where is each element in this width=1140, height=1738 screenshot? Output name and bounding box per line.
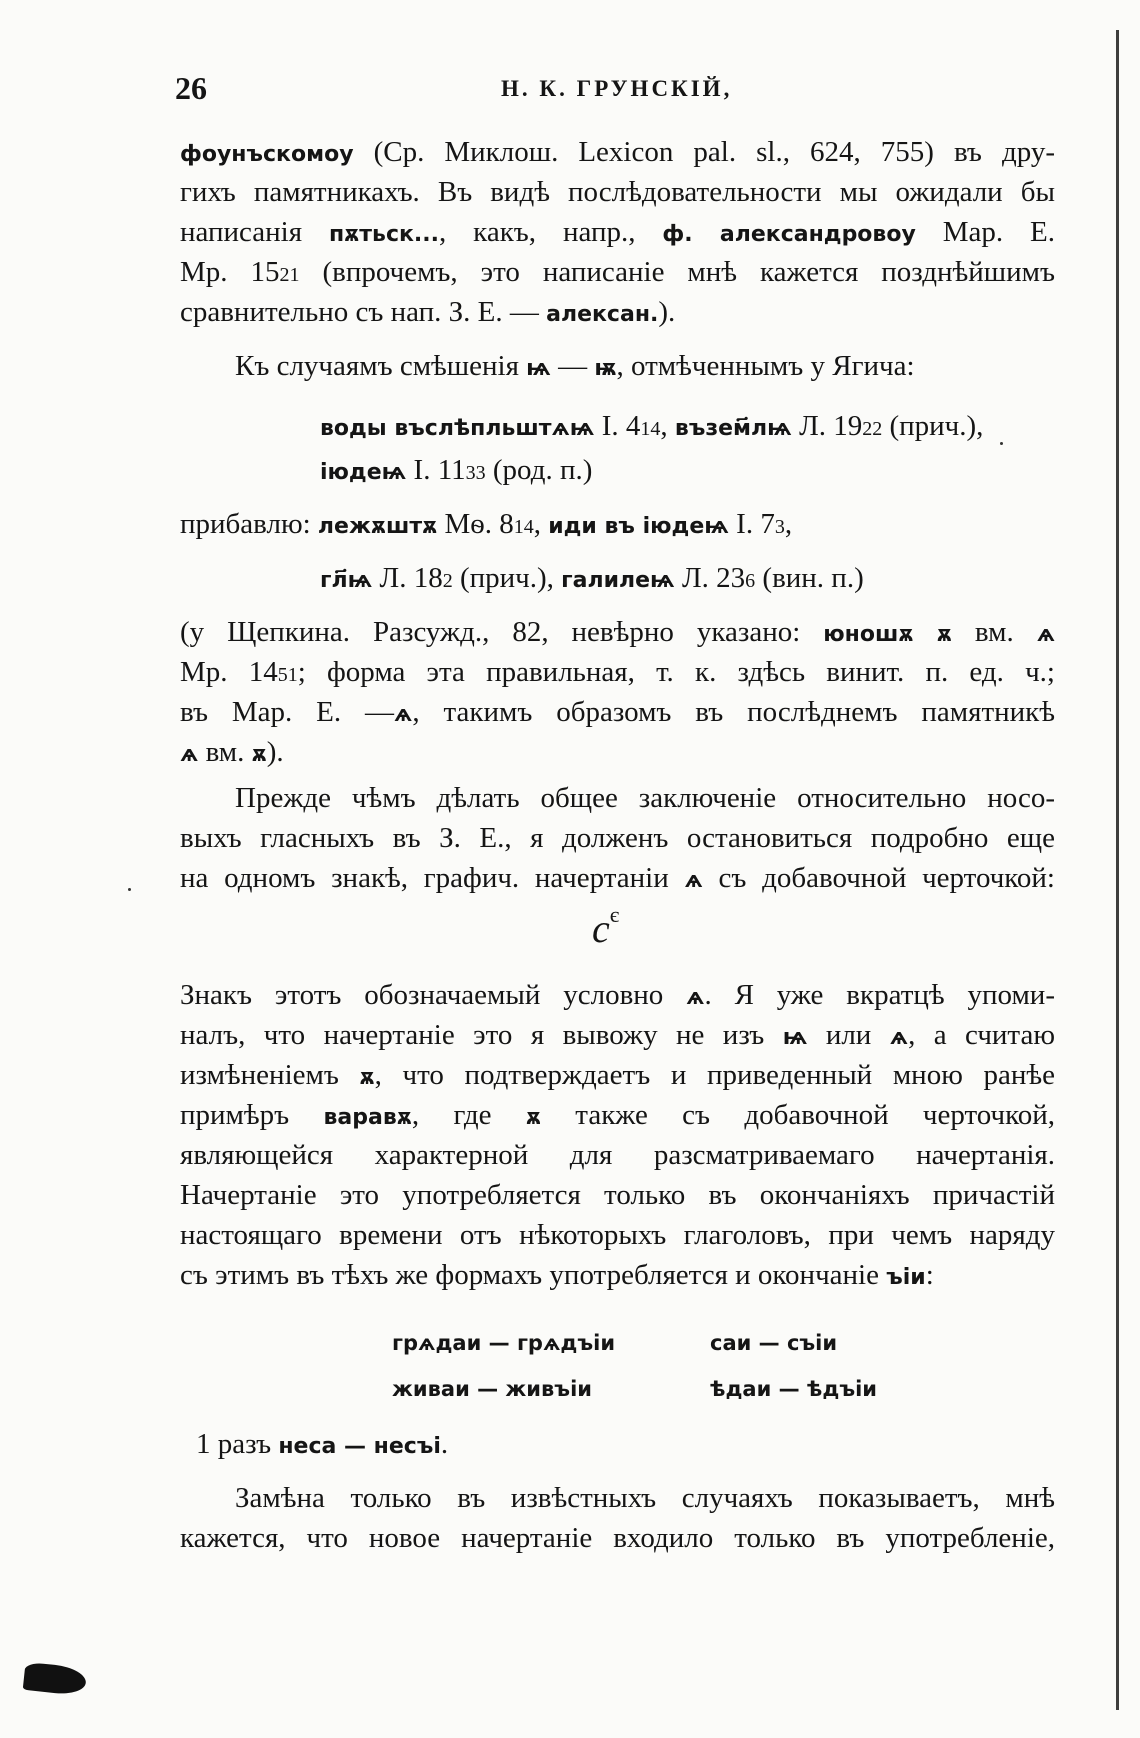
page-edge-line [1116, 30, 1119, 1710]
paragraph-7 [180, 1478, 1055, 1558]
paragraph-3 [180, 612, 1055, 772]
speck [128, 888, 131, 891]
ink-blot [23, 1662, 88, 1696]
citation-line: воды въслѣпльштѧѩ I. 414, възем҃лѩ Л. 1922 (прич.), [320, 410, 984, 442]
text-line: Замѣна только въ извѣстныхъ случаяхъ показываетъ, мнѣ [235, 1482, 1055, 1514]
page-number: 26 [175, 70, 207, 106]
paragraph-4 [180, 778, 1055, 898]
citation-line: гл҃ѩ Л. 182 (прич.), галилеѩ Л. 236 (вин. п.) [320, 562, 864, 594]
special-letter-glyph: $c^є$ [592, 901, 620, 951]
text-line: налъ, что начертаніе это я вывожу не изъ ѩ или ѧ, а считаю [180, 1019, 1055, 1051]
text-line: Начертаніе это употребляется только въ окончаніяхъ причастій [180, 1179, 1055, 1211]
running-title: Н. К. ГРУНСКІЙ, [501, 76, 733, 101]
text-line: измѣненіемъ ѫ, что подтверждаетъ и приведенный мною ранѣе [180, 1059, 1055, 1091]
paragraph-1 [180, 132, 1055, 332]
paragraph-5 [180, 975, 1055, 1295]
example-form: саи — съіи [710, 1331, 838, 1355]
text-line: сравнительно съ нап. З. Е. — алексан.). [180, 296, 676, 328]
paragraph-2-intro: Къ случаямъ смѣшенія ѩ — ѭ, отмѣченнымъ у Ягича: [235, 350, 915, 382]
page-header [175, 70, 1035, 110]
speck [1000, 442, 1003, 445]
text-line: Знакъ этотъ обозначаемый условно ѧ. Я уже вкратцѣ упоми- [180, 979, 1055, 1011]
citation-line: прибавлю: лежѫштѫ Мѳ. 814, иди въ іюдеѩ I. 73, [180, 508, 793, 540]
text-line: написанія пѫтьск..., какъ, напр., ф. александровоу Мар. Е. [180, 216, 1056, 248]
text-line: (у Щепкина. Разсужд., 82, невѣрно указано: юношѫ ѫ вм. ѧ [180, 616, 1055, 648]
text-line: фоунъскомоу (Ср. Миклош. Lexicon pal. sl., 624, 755) въ дру- [180, 136, 1055, 168]
text-line: являющейся характерной для разсматриваемаго начертанія. [180, 1139, 1055, 1171]
count-note: 1 разъ неса — несъі. [196, 1428, 449, 1460]
example-form: ѣдаи — ѣдъіи [710, 1377, 878, 1401]
text-line: настоящаго времени отъ нѣкоторыхъ глаголовъ, при чемъ наряду [180, 1219, 1055, 1251]
text-line: гихъ памятникахъ. Въ видѣ послѣдовательности мы ожидали бы [180, 176, 1055, 208]
text-line: Мр. 1451; форма эта правильная, т. к. здѣсь винит. п. ед. ч.; [180, 656, 1055, 688]
text-line: примѣръ варавѫ, где ѫ также съ добавочной черточкой, [180, 1099, 1056, 1131]
text-line: ѧ вм. ѫ). [180, 736, 284, 768]
example-form: живаи — живъіи [392, 1377, 593, 1401]
text-line: кажется, что новое начертаніе входило только въ употребленіе, [180, 1522, 1055, 1554]
text-line: Мр. 1521 (впрочемъ, это написаніе мнѣ кажется позднѣйшимъ [180, 256, 1055, 288]
text-line: въ Мар. Е. —ѧ, такимъ образомъ въ послѣднемъ памятникѣ [180, 696, 1056, 728]
text-line: Прежде чѣмъ дѣлать общее заключеніе относительно носо- [235, 782, 1055, 814]
text-line: на одномъ знакѣ, графич. начертаніи ѧ съ добавочной черточкой: [180, 862, 1055, 894]
text-line: съ этимъ въ тѣхъ же формахъ употребляется и окончаніе ъіи: [180, 1259, 934, 1291]
text-line: выхъ гласныхъ въ З. Е., я долженъ остановиться подробно еще [180, 822, 1055, 854]
citation-line: іюдеѩ I. 1133 (род. п.) [320, 454, 593, 486]
example-form: грѧдаи — грѧдъіи [392, 1331, 616, 1355]
